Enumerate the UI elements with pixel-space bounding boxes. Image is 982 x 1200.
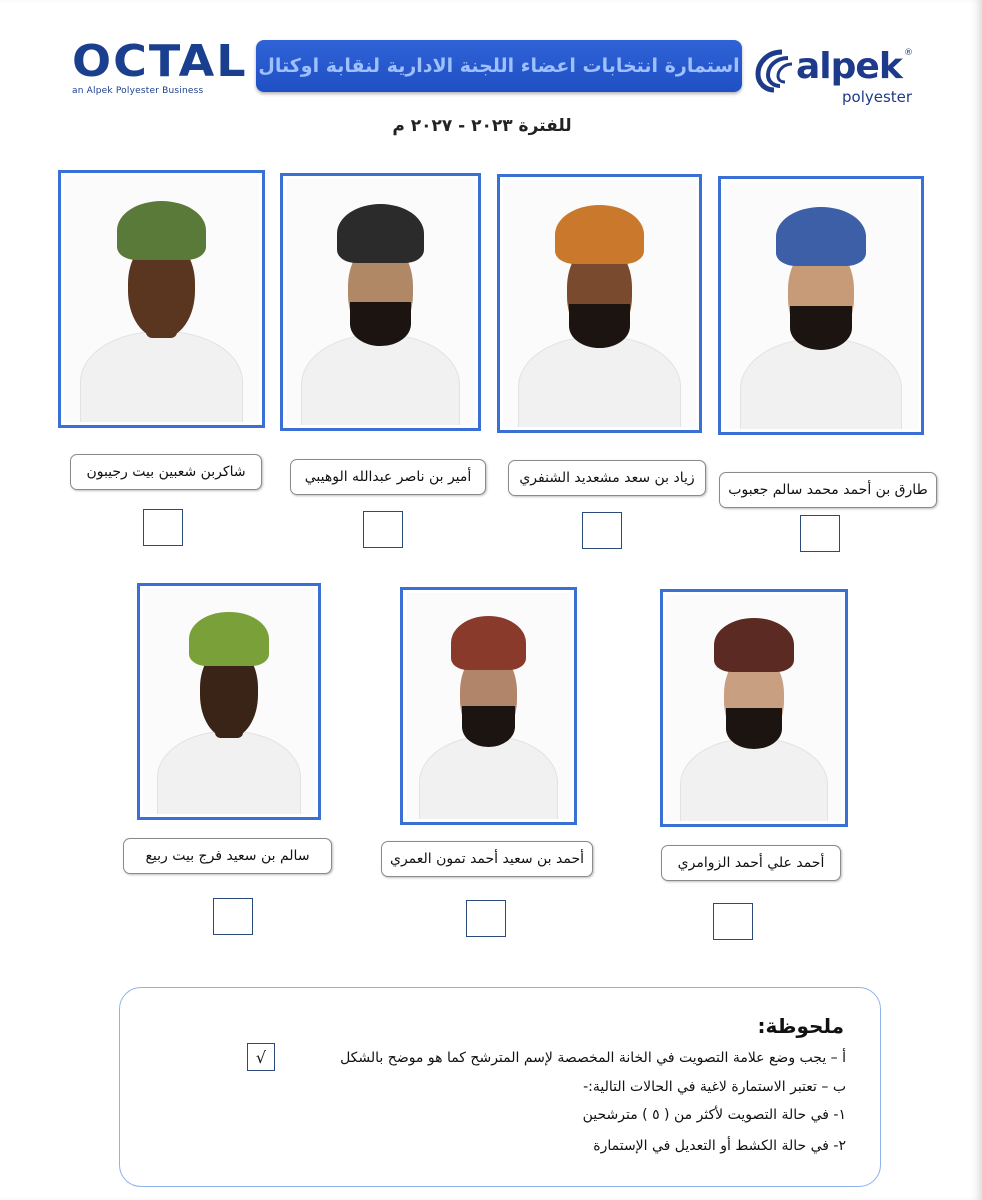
- portrait-turban: [189, 612, 268, 666]
- vote-checkbox[interactable]: [213, 898, 253, 935]
- vote-checkbox[interactable]: [143, 509, 183, 546]
- portrait: [64, 176, 259, 422]
- candidate-name: أحمد علي أحمد الزوامري: [661, 845, 841, 881]
- portrait: [503, 180, 696, 427]
- portrait-robe: [157, 731, 302, 814]
- candidate-photo: [137, 583, 321, 820]
- vote-checkbox[interactable]: [800, 515, 840, 552]
- candidate-name: طارق بن أحمد محمد سالم جعبوب: [719, 472, 937, 508]
- candidate-name: أمير بن ناصر عبدالله الوهيبي: [290, 459, 486, 495]
- portrait-beard: [726, 708, 782, 749]
- example-check-box: √: [247, 1043, 275, 1071]
- portrait-beard: [462, 706, 515, 747]
- candidate-photo: [660, 589, 848, 827]
- portrait: [406, 593, 571, 819]
- octal-logo-tagline: an Alpek Polyester Business: [72, 86, 204, 96]
- candidate-name: سالم بن سعيد فرج بيت ربيع: [123, 838, 332, 874]
- portrait-robe: [80, 331, 244, 422]
- candidate-name: زياد بن سعد مشعديد الشنفري: [508, 460, 706, 496]
- candidate-photo: [718, 176, 924, 435]
- portrait: [143, 589, 315, 814]
- portrait-turban: [451, 616, 527, 670]
- portrait: [724, 182, 918, 429]
- note-line: ١- في حالة التصويت لأكثر من ( ٥ ) مترشحين: [582, 1107, 846, 1123]
- candidate-photo: [58, 170, 265, 428]
- portrait: [666, 595, 842, 821]
- candidate-name: شاكربن شعبين بيت رجيبون: [70, 454, 262, 490]
- alpek-mark-icon: [752, 48, 800, 94]
- octal-logo-word: OCTAL: [72, 35, 248, 87]
- portrait: [286, 179, 475, 425]
- portrait-turban: [555, 205, 644, 264]
- portrait-robe: [740, 338, 903, 429]
- portrait-turban: [776, 207, 865, 266]
- portrait-robe: [419, 736, 558, 819]
- alpek-logo: [752, 44, 922, 114]
- portrait-turban: [117, 201, 207, 260]
- note-line: ب – تعتبر الاستمارة لاغية في الحالات التالية:-: [583, 1079, 846, 1095]
- portrait-robe: [301, 334, 460, 425]
- alpek-logo-reg: ®: [904, 48, 913, 58]
- portrait-beard: [350, 302, 410, 346]
- candidate-name: أحمد بن سعيد أحمد تمون العمري: [381, 841, 593, 877]
- election-period: للفترة ٢٠٢٣ - ٢٠٢٧ م: [392, 116, 572, 136]
- note-panel: [119, 987, 881, 1187]
- form-title: استمارة انتخابات اعضاء اللجنة الادارية لنقابة اوكتال: [256, 40, 742, 92]
- note-line: أ – يجب وضع علامة التصويت في الخانة المخصصة لإسم المترشح كما هو موضح بالشكل: [340, 1050, 846, 1066]
- note-line: ٢- في حالة الكشط أو التعديل في الإستمارة: [593, 1138, 846, 1154]
- octal-logo: [72, 35, 248, 96]
- portrait-beard: [790, 306, 852, 350]
- vote-checkbox[interactable]: [713, 903, 753, 940]
- portrait-robe: [518, 336, 680, 427]
- portrait-turban: [337, 204, 424, 263]
- alpek-logo-sub: polyester: [842, 88, 913, 106]
- alpek-logo-word: alpek: [796, 46, 902, 87]
- candidate-photo: [497, 174, 702, 433]
- candidate-photo: [400, 587, 577, 825]
- candidate-photo: [280, 173, 481, 431]
- note-title: ملحوظة:: [757, 1014, 844, 1038]
- portrait-beard: [569, 304, 631, 348]
- portrait-turban: [714, 618, 795, 672]
- vote-checkbox[interactable]: [466, 900, 506, 937]
- vote-checkbox[interactable]: [363, 511, 403, 548]
- vote-checkbox[interactable]: [582, 512, 622, 549]
- portrait-robe: [680, 738, 828, 821]
